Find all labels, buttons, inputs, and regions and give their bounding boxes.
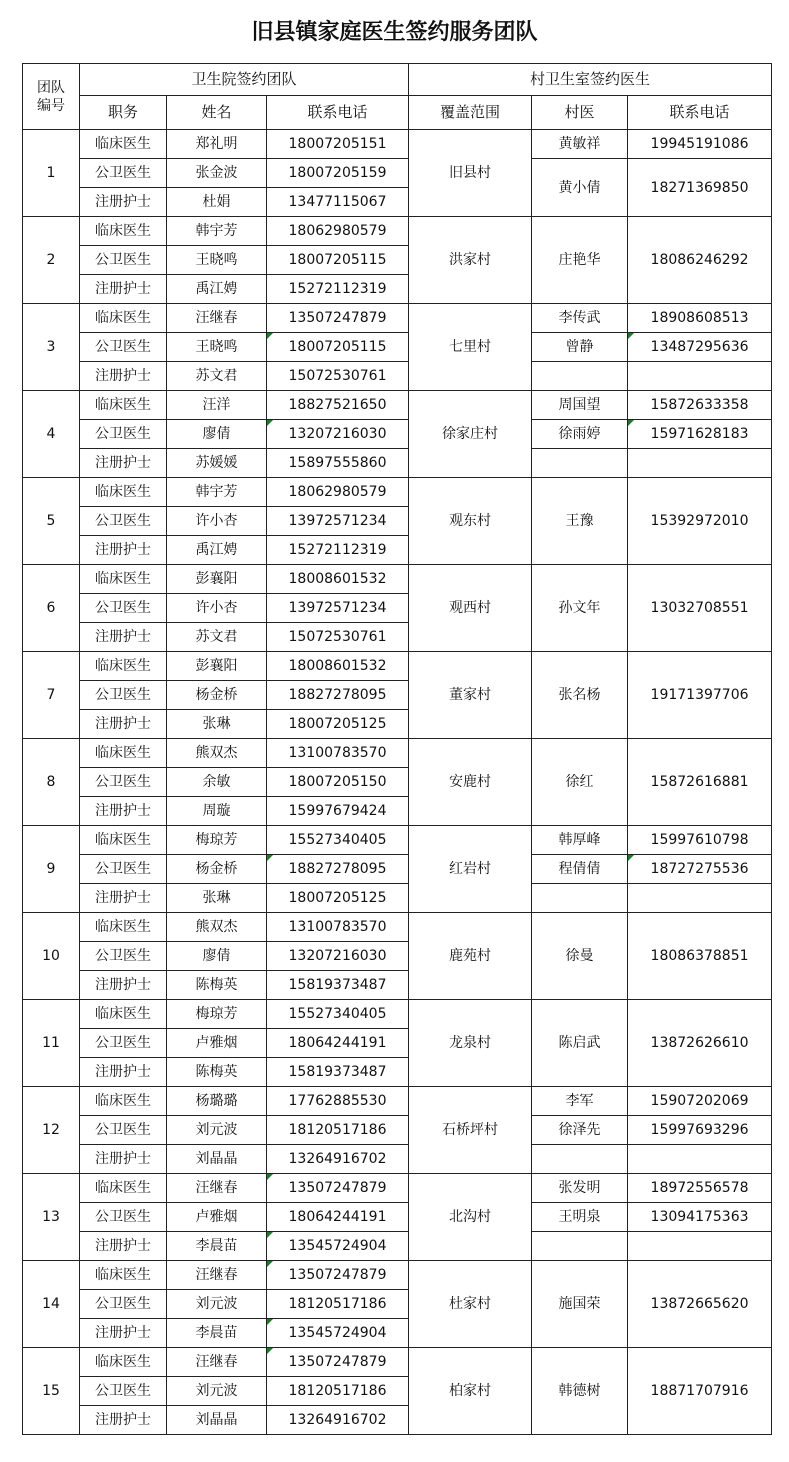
member-role: 临床医生 — [80, 1174, 167, 1203]
table-body — [23, 130, 772, 1435]
member-name: 熊双杰 — [167, 739, 267, 768]
table-row — [23, 1145, 772, 1174]
village-doctor-phone: 19945191086 — [628, 130, 772, 159]
village-doctor-phone: 18972556578 — [628, 1174, 772, 1203]
member-role: 公卫医生 — [80, 1029, 167, 1058]
member-phone: 18120517186 — [267, 1116, 409, 1145]
village-doctor-name: 张发明 — [532, 1174, 628, 1203]
member-role: 公卫医生 — [80, 942, 167, 971]
table-row — [23, 1174, 772, 1203]
member-phone: 13507247879 — [267, 1174, 409, 1203]
member-role: 临床医生 — [80, 478, 167, 507]
member-name: 汪继春 — [167, 304, 267, 333]
village-doctor-name: 韩德树 — [532, 1348, 628, 1435]
member-role: 公卫医生 — [80, 594, 167, 623]
village-doctor-phone: 15997693296 — [628, 1116, 772, 1145]
village-doctor-name: 庄艳华 — [532, 217, 628, 304]
member-name: 杨金桥 — [167, 855, 267, 884]
member-phone: 15527340405 — [267, 1000, 409, 1029]
member-phone: 15527340405 — [267, 826, 409, 855]
member-phone: 18008601532 — [267, 652, 409, 681]
table-row — [23, 391, 772, 420]
member-role: 注册护士 — [80, 536, 167, 565]
village-doctor-phone: 18908608513 — [628, 304, 772, 333]
team-number: 11 — [23, 1000, 80, 1087]
member-name: 杨璐璐 — [167, 1087, 267, 1116]
member-name: 王晓鸣 — [167, 333, 267, 362]
coverage-village: 观西村 — [409, 565, 532, 652]
team-number: 13 — [23, 1174, 80, 1261]
member-phone: 15897555860 — [267, 449, 409, 478]
member-phone: 13545724904 — [267, 1232, 409, 1261]
coverage-village: 红岩村 — [409, 826, 532, 913]
member-role: 公卫医生 — [80, 1377, 167, 1406]
header-role: 职务 — [80, 96, 167, 130]
member-phone: 18827278095 — [267, 855, 409, 884]
team-number: 15 — [23, 1348, 80, 1435]
table-row — [23, 1203, 772, 1232]
coverage-village: 洪家村 — [409, 217, 532, 304]
coverage-village: 龙泉村 — [409, 1000, 532, 1087]
member-phone: 18007205115 — [267, 246, 409, 275]
member-name: 禹江娉 — [167, 275, 267, 304]
team-number: 3 — [23, 304, 80, 391]
member-phone: 13477115067 — [267, 188, 409, 217]
village-doctor-phone: 13872626610 — [628, 1000, 772, 1087]
village-doctor-name: 王明泉 — [532, 1203, 628, 1232]
village-doctor-name: 徐泽先 — [532, 1116, 628, 1145]
empty-cell — [532, 1232, 628, 1261]
member-phone: 13972571234 — [267, 507, 409, 536]
table-row — [23, 1000, 772, 1029]
village-doctor-name: 孙文年 — [532, 565, 628, 652]
member-role: 注册护士 — [80, 1058, 167, 1087]
village-doctor-name: 韩厚峰 — [532, 826, 628, 855]
header-village-phone: 联系电话 — [628, 96, 772, 130]
member-role: 注册护士 — [80, 362, 167, 391]
member-name: 苏媛媛 — [167, 449, 267, 478]
coverage-village: 北沟村 — [409, 1174, 532, 1261]
table-row — [23, 478, 772, 507]
member-role: 临床医生 — [80, 652, 167, 681]
village-doctor-phone: 18086246292 — [628, 217, 772, 304]
member-name: 郑礼明 — [167, 130, 267, 159]
village-doctor-name: 张名杨 — [532, 652, 628, 739]
team-number: 8 — [23, 739, 80, 826]
village-doctor-phone: 13872665620 — [628, 1261, 772, 1348]
member-role: 临床医生 — [80, 391, 167, 420]
member-phone: 13507247879 — [267, 304, 409, 333]
member-role: 注册护士 — [80, 623, 167, 652]
member-phone: 18064244191 — [267, 1203, 409, 1232]
table-row — [23, 913, 772, 942]
village-doctor-phone: 15997610798 — [628, 826, 772, 855]
village-doctor-phone: 18086378851 — [628, 913, 772, 1000]
member-phone: 13545724904 — [267, 1319, 409, 1348]
member-role: 注册护士 — [80, 1319, 167, 1348]
table-row — [23, 1261, 772, 1290]
member-name: 杜娟 — [167, 188, 267, 217]
village-doctor-name: 徐曼 — [532, 913, 628, 1000]
member-name: 李晨苗 — [167, 1232, 267, 1261]
member-phone: 15819373487 — [267, 971, 409, 1000]
village-doctor-name: 周国望 — [532, 391, 628, 420]
coverage-village: 安鹿村 — [409, 739, 532, 826]
team-number: 10 — [23, 913, 80, 1000]
table-row — [23, 652, 772, 681]
header-village-doctors: 村卫生室签约医生 — [409, 64, 772, 96]
member-name: 苏文君 — [167, 623, 267, 652]
member-name: 余敏 — [167, 768, 267, 797]
team-number: 1 — [23, 130, 80, 217]
member-name: 张琳 — [167, 710, 267, 739]
table-row — [23, 1232, 772, 1261]
village-doctor-phone: 18727275536 — [628, 855, 772, 884]
member-role: 注册护士 — [80, 710, 167, 739]
member-role: 注册护士 — [80, 797, 167, 826]
village-doctor-name: 王豫 — [532, 478, 628, 565]
member-role: 公卫医生 — [80, 159, 167, 188]
village-doctor-phone: 13487295636 — [628, 333, 772, 362]
member-phone: 13972571234 — [267, 594, 409, 623]
member-phone: 18120517186 — [267, 1290, 409, 1319]
member-role: 公卫医生 — [80, 507, 167, 536]
member-name: 杨金桥 — [167, 681, 267, 710]
table-row — [23, 449, 772, 478]
member-name: 许小杏 — [167, 594, 267, 623]
member-name: 彭襄阳 — [167, 565, 267, 594]
member-role: 公卫医生 — [80, 333, 167, 362]
member-name: 许小杏 — [167, 507, 267, 536]
empty-cell — [532, 884, 628, 913]
member-phone: 15997679424 — [267, 797, 409, 826]
member-name: 卢雅烟 — [167, 1203, 267, 1232]
member-phone: 15272112319 — [267, 275, 409, 304]
member-phone: 17762885530 — [267, 1087, 409, 1116]
member-name: 刘晶晶 — [167, 1406, 267, 1435]
member-phone: 18827521650 — [267, 391, 409, 420]
member-phone: 13100783570 — [267, 739, 409, 768]
member-phone: 13264916702 — [267, 1406, 409, 1435]
member-role: 公卫医生 — [80, 420, 167, 449]
member-name: 禹江娉 — [167, 536, 267, 565]
member-role: 临床医生 — [80, 1000, 167, 1029]
member-name: 陈梅英 — [167, 1058, 267, 1087]
empty-cell — [628, 449, 772, 478]
empty-cell — [628, 1145, 772, 1174]
village-doctor-phone: 15907202069 — [628, 1087, 772, 1116]
member-name: 廖倩 — [167, 420, 267, 449]
member-phone: 15072530761 — [267, 623, 409, 652]
header-village-doctor: 村医 — [532, 96, 628, 130]
member-phone: 15272112319 — [267, 536, 409, 565]
member-role: 临床医生 — [80, 130, 167, 159]
empty-cell — [532, 362, 628, 391]
team-table — [22, 63, 772, 1435]
team-number: 2 — [23, 217, 80, 304]
village-doctor-phone: 15971628183 — [628, 420, 772, 449]
team-number: 4 — [23, 391, 80, 478]
member-phone: 18007205151 — [267, 130, 409, 159]
member-name: 梅琼芳 — [167, 826, 267, 855]
village-doctor-name: 曾静 — [532, 333, 628, 362]
coverage-village: 石桥坪村 — [409, 1087, 532, 1174]
member-phone: 18007205159 — [267, 159, 409, 188]
header-phone: 联系电话 — [267, 96, 409, 130]
member-role: 注册护士 — [80, 1145, 167, 1174]
table-row — [23, 855, 772, 884]
empty-cell — [628, 1232, 772, 1261]
header-name: 姓名 — [167, 96, 267, 130]
table-row — [23, 1087, 772, 1116]
member-name: 卢雅烟 — [167, 1029, 267, 1058]
member-role: 临床医生 — [80, 913, 167, 942]
village-doctor-phone: 18871707916 — [628, 1348, 772, 1435]
member-phone: 18064244191 — [267, 1029, 409, 1058]
member-name: 苏文君 — [167, 362, 267, 391]
member-phone: 18007205125 — [267, 710, 409, 739]
table-row — [23, 826, 772, 855]
member-role: 注册护士 — [80, 971, 167, 1000]
member-name: 刘元波 — [167, 1290, 267, 1319]
village-doctor-name: 黄敏祥 — [532, 130, 628, 159]
coverage-village: 旧县村 — [409, 130, 532, 217]
member-name: 张琳 — [167, 884, 267, 913]
village-doctor-phone: 15872616881 — [628, 739, 772, 826]
header-hospital-team: 卫生院签约团队 — [80, 64, 409, 96]
member-role: 公卫医生 — [80, 768, 167, 797]
coverage-village: 柏家村 — [409, 1348, 532, 1435]
village-doctor-phone: 13094175363 — [628, 1203, 772, 1232]
village-doctor-name: 徐红 — [532, 739, 628, 826]
village-doctor-name: 李传武 — [532, 304, 628, 333]
member-name: 陈梅英 — [167, 971, 267, 1000]
member-role: 公卫医生 — [80, 1116, 167, 1145]
member-role: 临床医生 — [80, 739, 167, 768]
header-coverage: 覆盖范围 — [409, 96, 532, 130]
page-title: 旧县镇家庭医生签约服务团队 — [251, 20, 538, 45]
village-doctor-phone: 15872633358 — [628, 391, 772, 420]
village-doctor-phone: 13032708551 — [628, 565, 772, 652]
coverage-village: 观东村 — [409, 478, 532, 565]
member-name: 汪继春 — [167, 1348, 267, 1377]
member-role: 注册护士 — [80, 449, 167, 478]
member-phone: 13100783570 — [267, 913, 409, 942]
member-phone: 18007205150 — [267, 768, 409, 797]
member-phone: 13207216030 — [267, 942, 409, 971]
table-row — [23, 1348, 772, 1377]
member-role: 临床医生 — [80, 1087, 167, 1116]
empty-cell — [532, 1145, 628, 1174]
empty-cell — [628, 884, 772, 913]
table-row — [23, 1116, 772, 1145]
member-phone: 18062980579 — [267, 217, 409, 246]
table-row — [23, 159, 772, 188]
team-number: 7 — [23, 652, 80, 739]
member-name: 王晓鸣 — [167, 246, 267, 275]
village-doctor-name: 徐雨婷 — [532, 420, 628, 449]
member-name: 刘元波 — [167, 1116, 267, 1145]
empty-cell — [628, 362, 772, 391]
table-row — [23, 420, 772, 449]
member-role: 注册护士 — [80, 1232, 167, 1261]
member-role: 临床医生 — [80, 217, 167, 246]
village-doctor-name: 程倩倩 — [532, 855, 628, 884]
member-name: 汪继春 — [167, 1174, 267, 1203]
table-row — [23, 130, 772, 159]
member-name: 汪洋 — [167, 391, 267, 420]
member-name: 周璇 — [167, 797, 267, 826]
team-number: 14 — [23, 1261, 80, 1348]
member-phone: 13207216030 — [267, 420, 409, 449]
member-phone: 18007205115 — [267, 333, 409, 362]
village-doctor-phone: 18271369850 — [628, 159, 772, 217]
member-name: 李晨苗 — [167, 1319, 267, 1348]
member-role: 临床医生 — [80, 1348, 167, 1377]
coverage-village: 徐家庄村 — [409, 391, 532, 478]
member-name: 彭襄阳 — [167, 652, 267, 681]
member-role: 公卫医生 — [80, 246, 167, 275]
village-doctor-name: 施国荣 — [532, 1261, 628, 1348]
member-name: 廖倩 — [167, 942, 267, 971]
member-phone: 18007205125 — [267, 884, 409, 913]
member-phone: 18062980579 — [267, 478, 409, 507]
member-phone: 18008601532 — [267, 565, 409, 594]
member-name: 熊双杰 — [167, 913, 267, 942]
member-phone: 13507247879 — [267, 1261, 409, 1290]
coverage-village: 董家村 — [409, 652, 532, 739]
member-role: 注册护士 — [80, 1406, 167, 1435]
member-role: 公卫医生 — [80, 681, 167, 710]
member-phone: 13507247879 — [267, 1348, 409, 1377]
member-phone: 15819373487 — [267, 1058, 409, 1087]
member-phone: 15072530761 — [267, 362, 409, 391]
village-doctor-name: 李军 — [532, 1087, 628, 1116]
table-row — [23, 565, 772, 594]
member-phone: 18120517186 — [267, 1377, 409, 1406]
village-doctor-name: 黄小倩 — [532, 159, 628, 217]
member-role: 公卫医生 — [80, 855, 167, 884]
table-row — [23, 217, 772, 246]
team-number: 6 — [23, 565, 80, 652]
member-role: 公卫医生 — [80, 1203, 167, 1232]
member-name: 汪继春 — [167, 1261, 267, 1290]
member-name: 韩宇芳 — [167, 217, 267, 246]
member-phone: 18827278095 — [267, 681, 409, 710]
member-role: 注册护士 — [80, 275, 167, 304]
member-name: 张金波 — [167, 159, 267, 188]
team-number: 5 — [23, 478, 80, 565]
empty-cell — [532, 449, 628, 478]
member-role: 注册护士 — [80, 188, 167, 217]
coverage-village: 杜家村 — [409, 1261, 532, 1348]
coverage-village: 七里村 — [409, 304, 532, 391]
member-role: 临床医生 — [80, 565, 167, 594]
table-row — [23, 362, 772, 391]
village-doctor-phone: 15392972010 — [628, 478, 772, 565]
member-name: 韩宇芳 — [167, 478, 267, 507]
coverage-village: 鹿苑村 — [409, 913, 532, 1000]
member-role: 公卫医生 — [80, 1290, 167, 1319]
member-name: 刘晶晶 — [167, 1145, 267, 1174]
table-row — [23, 884, 772, 913]
member-name: 梅琼芳 — [167, 1000, 267, 1029]
member-role: 临床医生 — [80, 826, 167, 855]
village-doctor-phone: 19171397706 — [628, 652, 772, 739]
team-number: 12 — [23, 1087, 80, 1174]
table-row — [23, 739, 772, 768]
member-role: 注册护士 — [80, 884, 167, 913]
village-doctor-name: 陈启武 — [532, 1000, 628, 1087]
member-name: 刘元波 — [167, 1377, 267, 1406]
table-row — [23, 333, 772, 362]
member-role: 临床医生 — [80, 1261, 167, 1290]
member-phone: 13264916702 — [267, 1145, 409, 1174]
table-row — [23, 304, 772, 333]
member-role: 临床医生 — [80, 304, 167, 333]
team-number: 9 — [23, 826, 80, 913]
header-team-no: 团队 编号 — [23, 64, 80, 130]
